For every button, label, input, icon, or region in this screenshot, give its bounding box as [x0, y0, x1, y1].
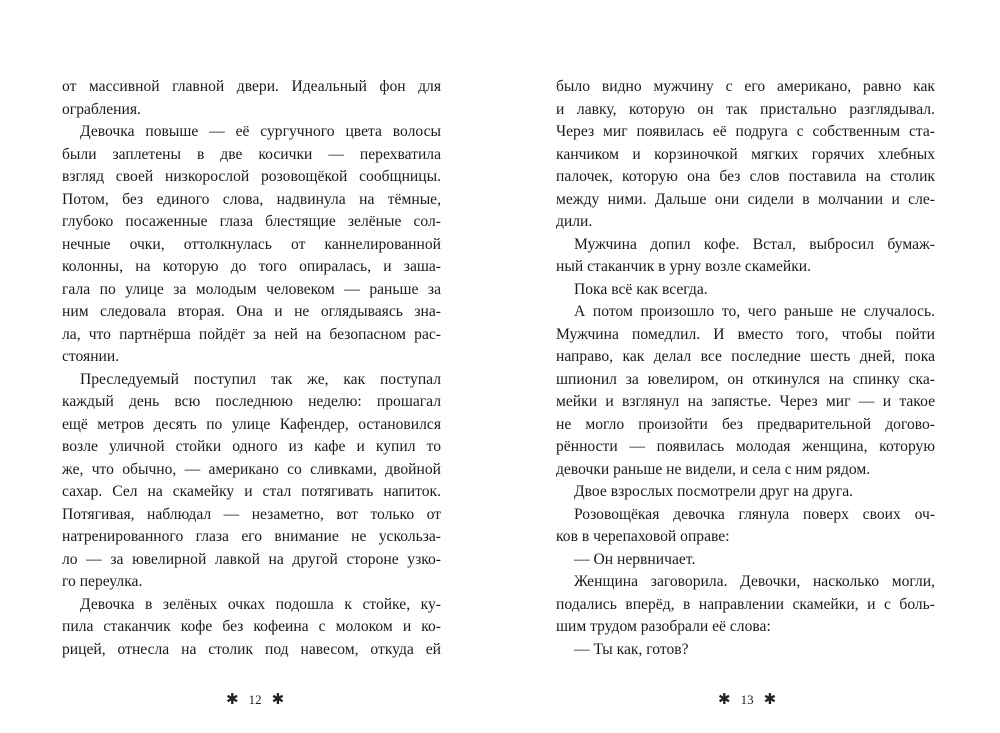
paragraph — [62, 121, 441, 369]
text-line: было видно мужчину с его американо, равно как — [556, 78, 935, 95]
text-line: ков в черепаховой оправе: — [556, 528, 730, 545]
text-line: же, что обычно, — американо со сливками, двойной — [62, 460, 441, 478]
text-line: ограбления. — [62, 100, 141, 118]
text-line: ним следовала вторая. Она и не оглядываясь зна- — [62, 303, 441, 320]
text-line: ный стаканчик в урну возле скамейки. — [556, 258, 812, 275]
text-line: Девочка повыше — её сургучного цвета волосы — [80, 123, 441, 140]
text-line: Женщина заговорила. Девочки, насколько могли, — [574, 573, 935, 590]
text-line: пила стаканчик кофе без кофеина с молоком и ко- — [62, 618, 441, 635]
text-line: го переулка. — [62, 573, 143, 590]
paragraph — [556, 571, 935, 639]
text-line: натренированного глаза его внимание не ускольза- — [62, 528, 441, 545]
text-line: Мужчина помедлил. И вместо того, чтобы пойти — [556, 325, 935, 343]
page-number: 12 — [248, 691, 262, 707]
text-line: стоянии. — [62, 348, 120, 365]
text-line: Через миг появилась её подруга с собственным ста- — [556, 123, 935, 140]
text-line: Розовощёкая девочка глянула поверх своих оч- — [574, 505, 935, 523]
paragraph — [62, 76, 441, 121]
paragraph — [556, 301, 935, 481]
paragraph — [556, 279, 935, 302]
right-page-text — [556, 76, 935, 661]
text-line: были заплетены в две косички — перехватила — [62, 145, 441, 163]
text-line: Потом, без единого слова, надвинула на тёмные, — [62, 190, 441, 208]
text-line: Преследуемый поступил так же, как поступал — [80, 370, 441, 388]
paragraph — [556, 639, 935, 662]
text-line: — Он нервничает. — [574, 550, 696, 568]
paragraph — [556, 76, 935, 234]
ornament-star-icon: ✱ — [763, 692, 777, 708]
text-line: дили. — [556, 213, 593, 230]
text-line: возле уличной стойки одного из кафе и купил то — [62, 438, 441, 455]
text-line: А потом произошло то, чего раньше не случалось. — [574, 303, 935, 320]
text-line: шпионил за ювелиром, он откинулся на спинку ска- — [556, 370, 935, 388]
text-line: Девочка в зелёных очках подошла к стойке, ку- — [80, 595, 441, 613]
text-line: подались вперёд, в направлении скамейки, и с боль- — [556, 595, 935, 613]
text-line: Пока всё как всегда. — [574, 280, 708, 298]
paragraph — [556, 234, 935, 279]
text-line: канчиком и корзиночкой мягких горячих хлебных — [556, 145, 935, 163]
text-line: рицей, отнесла на столик под навесом, откуда ей — [62, 640, 441, 658]
paragraph — [62, 594, 441, 662]
paragraph — [556, 481, 935, 504]
text-line: нечные очки, оттолкнулась от каннелированной — [62, 235, 441, 253]
text-line: не могло произойти без предварительной догово- — [556, 415, 935, 433]
text-line: мейки и взглянул на запястье. Через миг — и такое — [556, 393, 935, 410]
text-line: шим трудом разобрали её слова: — [556, 618, 771, 635]
text-line: сахар. Сел на скамейку и стал потягивать напиток. — [62, 483, 441, 500]
page-number: 13 — [740, 691, 754, 707]
text-line: ла, что партнёрша пойдёт за ней на безопасном рас- — [62, 325, 441, 343]
text-line: Мужчина допил кофе. Встал, выбросил бумаж- — [574, 235, 935, 253]
page-number-left — [226, 690, 284, 709]
ornament-star-icon: ✱ — [718, 692, 731, 708]
text-line: направо, как делал все последние шесть дней, пока — [556, 348, 935, 365]
text-line: — Ты как, готов? — [574, 640, 689, 658]
text-line: ло — за ювелирной лавкой на другой стороне узко- — [62, 550, 441, 568]
ornament-star-icon: ✱ — [271, 692, 285, 708]
paragraph — [556, 549, 935, 572]
ornament-star-icon: ✱ — [226, 692, 239, 708]
text-line: глубоко посаженные глаза блестящие зелёные сол- — [62, 213, 441, 230]
text-line: и лавку, которую он так пристально разглядывал. — [556, 100, 935, 118]
text-line: взгляд своей низкорослой розовощёкой сообщницы. — [62, 168, 441, 185]
text-line: между ними. Дальше они сидели в молчании и сле- — [556, 190, 935, 208]
text-line: рённости — появилась молодая женщина, которую — [556, 438, 935, 455]
text-line: гала по улице за молодым человеком — раньше за — [62, 280, 441, 298]
text-line: девочки раньше не видели, и села с ним рядом. — [556, 460, 871, 478]
text-line: колонны, на которую до того опиралась, и заша- — [62, 258, 441, 275]
paragraph — [62, 369, 441, 594]
text-line: от массивной главной двери. Идеальный фон для — [62, 78, 441, 95]
left-page-text — [62, 76, 441, 661]
text-line: ещё метров десять по улице Кафендер, остановился — [62, 415, 441, 433]
page-number-right — [718, 690, 776, 709]
text-line: каждый день всю последнюю неделю: прошагал — [62, 393, 441, 410]
text-line: Потягивая, наблюдал — незаметно, вот только от — [62, 505, 441, 523]
text-line: палочек, которую она без слов поставила на столик — [556, 168, 935, 185]
paragraph — [556, 504, 935, 549]
text-line: Двое взрослых посмотрели друг на друга. — [574, 483, 854, 500]
